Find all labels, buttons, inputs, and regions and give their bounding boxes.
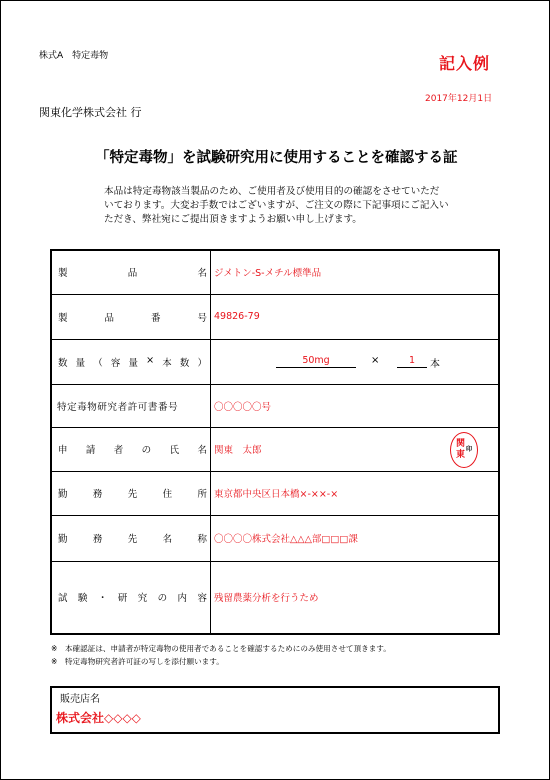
applicant-name-field[interactable] bbox=[211, 427, 500, 471]
work-name-field[interactable]: 〇〇〇〇株式会社△△△部□□□課 bbox=[211, 515, 500, 561]
document-date: 2017年12月1日 bbox=[425, 94, 493, 104]
certificate-form-table bbox=[50, 249, 500, 635]
row-purpose bbox=[51, 561, 499, 634]
applicant-name-value: 関東 太郎 bbox=[214, 445, 262, 456]
addressee: 関東化学株式会社 行 bbox=[39, 106, 142, 119]
product-name-label: 製 品 名 bbox=[51, 250, 211, 294]
dealer-box bbox=[50, 686, 500, 734]
intro-text bbox=[104, 185, 504, 227]
work-address-field[interactable]: 東京都中央区日本橋×-××-× bbox=[211, 471, 500, 515]
unit-label: 本 bbox=[430, 359, 440, 370]
row-permit-number bbox=[51, 384, 499, 427]
permit-number-field[interactable]: 〇〇〇〇〇号 bbox=[211, 384, 500, 427]
dealer-label: 販売店名 bbox=[60, 694, 100, 705]
row-work-name bbox=[51, 515, 499, 561]
count-field[interactable]: 1 bbox=[397, 355, 427, 368]
work-name-label: 勤 務 先 名 称 bbox=[51, 515, 211, 561]
quantity-field[interactable] bbox=[211, 339, 500, 384]
row-product-number bbox=[51, 294, 499, 339]
applicant-name-label: 申 請 者 の 氏 名 bbox=[51, 427, 211, 471]
intro-line: ただき、弊社宛にご提出頂きますようお願い申し上げます。 bbox=[104, 214, 362, 225]
product-name-field[interactable]: ジメトン-S-メチル標準品 bbox=[211, 250, 500, 294]
work-address-label: 勤 務 先 住 所 bbox=[51, 471, 211, 515]
row-quantity bbox=[51, 339, 499, 384]
purpose-label: 試 験 ・ 研 究 の 内 容 bbox=[51, 561, 211, 634]
intro-line: いております。大変お手数ではございますが、ご注文の際に下記事項にご記入い bbox=[104, 200, 449, 211]
dealer-name-field[interactable]: 株式会社◇◇◇◇ bbox=[56, 711, 141, 725]
purpose-field[interactable]: 残留農薬分析を行うため bbox=[211, 561, 500, 634]
row-product-name bbox=[51, 250, 499, 294]
footnote: ※ 特定毒物研究者許可証の写しを添付願います。 bbox=[51, 657, 224, 666]
quantity-label: 数 量 （ 容 量 × 本 数 ） bbox=[51, 339, 211, 384]
document-title: 「特定毒物」を試験研究用に使用することを確認する証 bbox=[95, 150, 458, 166]
personal-seal: 関 東 印 bbox=[450, 432, 478, 468]
footnote: ※ 本確認証は、申請者が特定毒物の使用者であることを確認するためにのみ使用させて頂きます。 bbox=[51, 644, 391, 653]
form-id: 株式A 特定毒物 bbox=[39, 51, 109, 61]
row-applicant-name bbox=[51, 427, 499, 471]
intro-line: 本品は特定毒物該当製品のため、ご使用者及び使用目的の確認をさせていただ bbox=[104, 186, 440, 197]
volume-field[interactable]: 50mg bbox=[276, 355, 356, 368]
permit-number-label: 特定毒物研究者許可書番号 bbox=[51, 384, 211, 427]
times-sign: × bbox=[371, 355, 380, 366]
sample-label: 記入例 bbox=[439, 54, 491, 73]
footnotes bbox=[51, 642, 391, 668]
row-work-address bbox=[51, 471, 499, 515]
product-number-field[interactable]: 49826-79 bbox=[211, 294, 500, 339]
product-number-label: 製 品 番 号 bbox=[51, 294, 211, 339]
